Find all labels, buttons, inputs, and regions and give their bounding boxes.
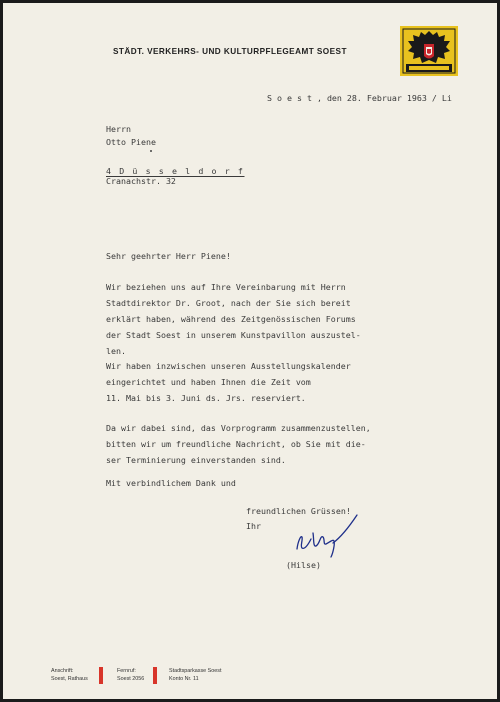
body-line: Wir beziehen uns auf Ihre Vereinbarung mit Herrn: [106, 282, 346, 292]
footer-bank: [169, 667, 221, 683]
sign-off: Mit verbindlichem Dank und: [106, 478, 236, 488]
letter-page: [3, 3, 497, 699]
date-line: S o e s t , den 28. Februar 1963 / Li: [267, 93, 452, 103]
body-line: Da wir dabei sind, das Vorprogramm zusammenzustellen,: [106, 423, 371, 433]
body-line: bitten wir um freundliche Nachricht, ob Sie mit die-: [106, 439, 366, 449]
city-coat-of-arms-icon: [400, 26, 458, 76]
typed-dot-mark: [150, 150, 152, 152]
recipient-city: 4 D ü s s e l d o r f: [106, 166, 245, 176]
body-line: Wir haben inzwischen unseren Ausstellungskalender: [106, 361, 351, 371]
body-line: erklärt haben, während des Zeitgenössischen Forums: [106, 314, 356, 324]
footer-divider: [99, 667, 103, 684]
footer-divider: [153, 667, 157, 684]
footer-bank-account: Konto Nr. 11: [169, 676, 199, 682]
body-line: Stadtdirektor Dr. Groot, nach der Sie sich bereit: [106, 298, 351, 308]
letterhead-title: STÄDT. VERKEHRS- UND KULTURPFLEGEAMT SOEST: [113, 47, 347, 56]
footer-phone: [117, 667, 144, 683]
footer-address-label: Anschrift:: [51, 668, 74, 674]
closing-ihr: Ihr: [246, 521, 261, 531]
body-line: ser Terminierung einverstanden sind.: [106, 455, 286, 465]
letter-salutation: Sehr geehrter Herr Piene!: [106, 251, 231, 261]
footer-phone-label: Fernruf:: [117, 668, 136, 674]
body-line: len.: [106, 346, 126, 356]
handwritten-signature-icon: [293, 513, 363, 559]
footer-address-value: Soest, Rathaus: [51, 676, 88, 682]
footer-phone-value: Soest 2056: [117, 676, 145, 682]
closing-greeting: freundlichen Grüssen!: [246, 506, 351, 516]
footer-bank-name: Stadtsparkasse Soest: [169, 668, 222, 674]
recipient-salutation: Herrn: [106, 124, 131, 134]
body-line: eingerichtet und haben Ihnen die Zeit vom: [106, 377, 311, 387]
body-line: 11. Mai bis 3. Juni ds. Jrs. reserviert.: [106, 393, 306, 403]
recipient-street: Cranachstr. 32: [106, 176, 176, 186]
recipient-name: Otto Piene: [106, 137, 156, 147]
body-line: der Stadt Soest in unserem Kunstpavillon auszustel-: [106, 330, 361, 340]
footer-address: [51, 667, 88, 683]
signer-name: (Hilse): [286, 560, 321, 570]
